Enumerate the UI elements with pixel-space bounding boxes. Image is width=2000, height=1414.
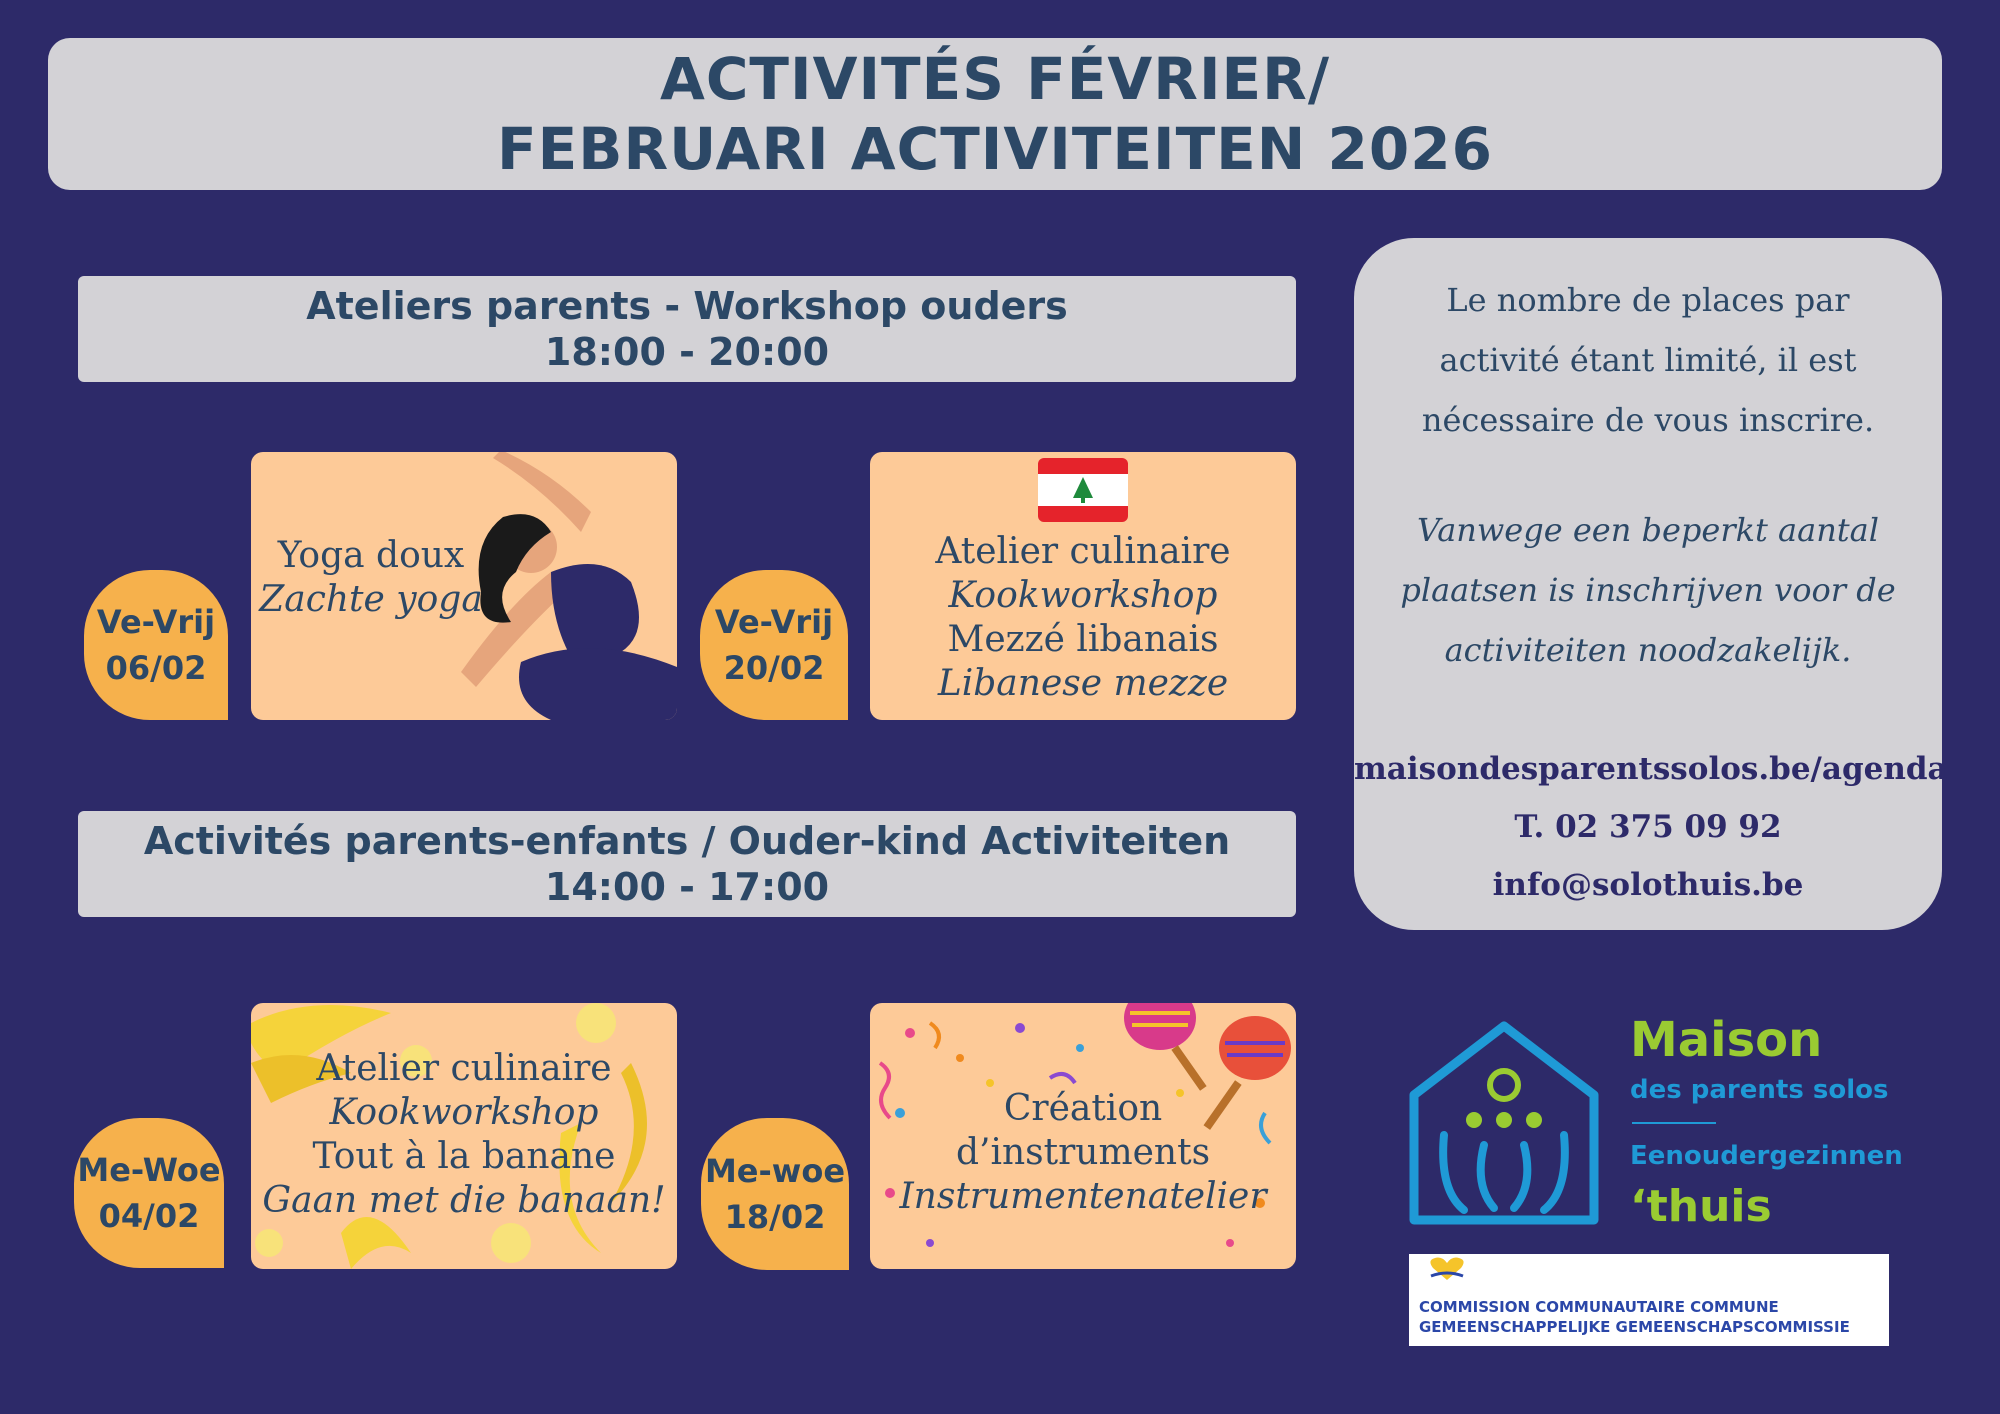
- badge-date: 18/02: [724, 1198, 826, 1236]
- activity-text: [251, 534, 491, 622]
- commission-logo: [1409, 1254, 1889, 1346]
- heart-icon: [1429, 1256, 1465, 1282]
- activity-line-3: Mezzé libanais: [947, 619, 1219, 660]
- activity-line-2: Kookworkshop: [948, 575, 1218, 616]
- date-badge: [74, 1118, 224, 1268]
- logo-sub-fr: des parents solos: [1630, 1075, 1889, 1105]
- section-time: 14:00 - 17:00: [544, 865, 830, 909]
- date-badge: [701, 1118, 849, 1270]
- section-title: Activités parents-enfants / Ouder-kind Activiteiten: [143, 819, 1231, 863]
- activity-line-nl: Zachte yoga: [259, 579, 483, 620]
- website-link[interactable]: maisondesparentssolos.be/agenda: [1354, 751, 1948, 787]
- activity-line-1: Création: [1003, 1088, 1163, 1129]
- info-text-fr: Le nombre de places par activité étant limité, il est nécessaire de vous inscrire.: [1421, 281, 1875, 439]
- title-line-1: ACTIVITÉS FÉVRIER/: [659, 45, 1331, 113]
- info-box: [1354, 238, 1948, 930]
- activity-text: [870, 1087, 1296, 1219]
- activity-line-4: Libanese mezze: [937, 663, 1229, 704]
- badge-day: Me-Woe: [77, 1151, 221, 1189]
- activity-line-2: Kookworkshop: [329, 1092, 599, 1133]
- title-line-2: FEBRUARI ACTIVITEITEN 2026: [497, 115, 1493, 183]
- logo-sub-nl: Eenoudergezinnen: [1630, 1141, 1903, 1171]
- logo-maison: Maison: [1630, 1012, 1823, 1068]
- badge-day: Ve-Vrij: [96, 603, 216, 641]
- activity-text: [870, 530, 1296, 706]
- activity-card-yoga: [251, 452, 677, 720]
- info-text-nl: Vanwege een beperkt aantal plaatsen is inschrijven voor de activiteiten noodzakelijk.: [1400, 511, 1896, 669]
- commission-line-1: COMMISSION COMMUNAUTAIRE COMMUNE: [1419, 1298, 1779, 1316]
- activity-card-mezze: [870, 452, 1296, 720]
- logo-thuis: ‘thuis: [1630, 1181, 1772, 1232]
- page-title: [48, 38, 1942, 190]
- lebanon-flag-icon: [1038, 458, 1128, 522]
- badge-date: 04/02: [98, 1197, 200, 1235]
- logo-divider: [1632, 1122, 1716, 1124]
- activity-line-3: Tout à la banane: [312, 1136, 616, 1177]
- activity-line-2: d’instruments: [955, 1132, 1211, 1173]
- activity-line-3: Instrumentenatelier: [899, 1176, 1267, 1217]
- activity-card-banana: [251, 1003, 677, 1269]
- activity-line-1: Atelier culinaire: [935, 531, 1231, 572]
- activity-line-4: Gaan met die banaan!: [262, 1180, 666, 1221]
- badge-day: Ve-Vrij: [714, 603, 834, 641]
- phone-number[interactable]: T. 02 375 09 92: [1514, 809, 1782, 845]
- commission-line-2: GEMEENSCHAPPELIJKE GEMEENSCHAPSCOMMISSIE: [1419, 1318, 1850, 1336]
- activity-line-fr: Yoga doux: [277, 535, 465, 576]
- date-badge: [700, 570, 848, 720]
- activity-card-instruments: [870, 1003, 1296, 1269]
- section-title: Ateliers parents - Workshop ouders: [306, 284, 1068, 328]
- section-header-parents: [78, 276, 1296, 382]
- section-time: 18:00 - 20:00: [544, 330, 830, 374]
- badge-date: 20/02: [723, 649, 825, 687]
- date-badge: [84, 570, 228, 720]
- email-link[interactable]: info@solothuis.be: [1492, 867, 1804, 903]
- house-logo-icon: [1404, 1020, 1604, 1228]
- activity-line-1: Atelier culinaire: [316, 1048, 612, 1089]
- badge-day: Me-woe: [704, 1152, 846, 1190]
- activity-text: [251, 1047, 677, 1223]
- section-header-parents-kids: [78, 811, 1296, 917]
- badge-date: 06/02: [105, 649, 207, 687]
